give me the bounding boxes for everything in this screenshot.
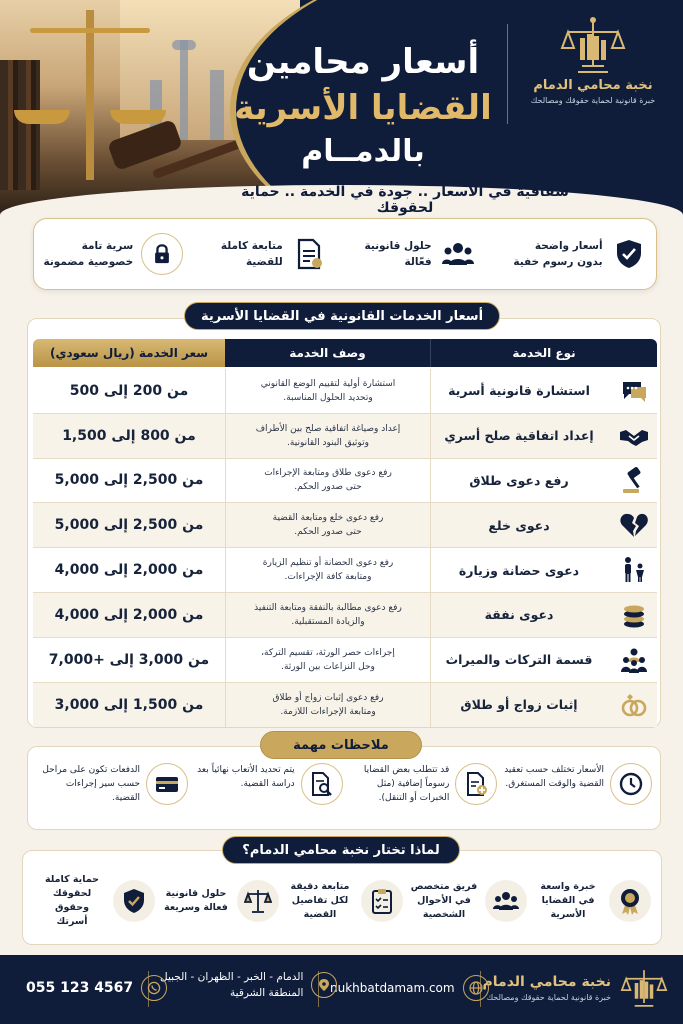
service-name: إثبات زواج أو طلاق (460, 697, 578, 713)
handshake-icon (617, 419, 651, 453)
shield-check-icon (611, 236, 647, 272)
team-icon (440, 236, 476, 272)
note-item (502, 763, 652, 805)
service-description: إعداد وصياغة اتفاقية صلح بين الأطراف وتوثيق البنود القانونية. (225, 414, 431, 458)
why-text: حماية كاملة لحقوقك وحقوق أسرتك (44, 874, 100, 927)
note-item (347, 763, 497, 805)
globe-icon (463, 975, 489, 1001)
footer-brand-name: نخبة محامي الدمام (482, 974, 611, 990)
website-text: nukhbatdamam.com (330, 981, 455, 995)
service-price: من 2,000 إلى 4,000 (54, 606, 204, 623)
why-text: متابعة دقيقة لكل تفاصيل القضية (290, 881, 350, 920)
service-description: رفع دعوى خلع ومتابعة القضية حتى صدور الحكم. (225, 503, 431, 547)
footer-logo (483, 963, 669, 1013)
clock-icon (610, 763, 652, 805)
family-icon (617, 553, 651, 587)
title-line-2: القضايا الأسرية (234, 88, 492, 128)
service-description: رفع دعوى إثبات زواج أو طلاق ومتابعة الإجراءات اللازمة. (225, 683, 431, 728)
price-table (27, 318, 661, 728)
service-price: من 2,500 إلى 5,000 (54, 472, 204, 489)
table-row (33, 593, 657, 638)
feature-effective-solutions (364, 236, 475, 272)
clipboard-icon (361, 880, 403, 922)
scales-logo-icon (558, 14, 628, 76)
feature-label: متابعة كاملة للقضية (220, 240, 283, 268)
location-text: الدمام - الخبر - الظهران - الجبيل المنطقة الشرقية (160, 971, 304, 999)
service-name: إعداد اتفاقية صلح أسري (444, 428, 594, 444)
gavel-icon (617, 463, 651, 497)
why-item (409, 880, 527, 922)
broken-heart-icon (617, 508, 651, 542)
hero-subtitle: شفافية في الأسعار .. جودة في الخدمة .. حماية لحقوقك (241, 184, 569, 216)
table-header (33, 339, 657, 367)
footer-brand-tagline: خبرة قانونية لحماية حقوقك ومصالحك (486, 993, 611, 1002)
why-item (285, 880, 403, 922)
service-name: رفع دعوى طلاق (469, 472, 569, 488)
service-name: دعوى حضانة وزيارة (458, 562, 580, 578)
footer (0, 955, 683, 1024)
credit-card-icon (146, 763, 188, 805)
coins-icon (617, 598, 651, 632)
rings-icon (617, 688, 651, 722)
team-icon (485, 880, 527, 922)
service-description: رفع دعوى مطالبة بالنفقة ومتابعة التنفيذ والزيادة المستقبلية. (225, 593, 431, 637)
table-row (33, 503, 657, 548)
note-item (193, 763, 343, 805)
feature-confidentiality (43, 233, 183, 275)
hero-banner (0, 0, 683, 215)
table-row (33, 369, 657, 414)
document-plus-icon (455, 763, 497, 805)
feature-clear-prices (513, 236, 646, 272)
why-text: فريق متخصص في الأحوال الشخصية (410, 881, 478, 920)
table-row (33, 638, 657, 683)
features-bar (33, 218, 657, 290)
feature-label: حلول قانونية فعّالة (364, 240, 432, 268)
footer-website[interactable] (330, 975, 489, 1001)
service-price: من 200 إلى 500 (69, 382, 189, 399)
document-search-icon (301, 763, 343, 805)
brand-logo (513, 14, 673, 105)
footer-phone[interactable] (26, 975, 167, 1001)
service-description: استشارة أولية لتقييم الوضع القانوني وتحديد الحلول المناسبة. (225, 369, 431, 413)
medal-icon (609, 880, 651, 922)
service-price: من 2,500 إلى 5,000 (54, 517, 204, 534)
note-text: الدفعات تكون على مراحل حسب سير إجراءات القضية. (42, 765, 141, 803)
service-price: من 800 إلى 1,500 (62, 427, 196, 444)
note-text: قد تتطلب بعض القضايا رسوماً إضافية (مثل الخبرات أو التنقل). (363, 765, 450, 803)
table-title: أسعار الخدمات القانونية في القضايا الأسرية (184, 302, 500, 330)
table-row (33, 683, 657, 728)
phone-text: 055 123 4567 (26, 980, 134, 996)
note-text: يتم تحديد الأتعاب نهائياً بعد دراسة القضية. (197, 765, 295, 789)
page-title (218, 40, 508, 172)
document-icon (291, 236, 327, 272)
feature-label: سرية تامة خصوصية مضمونة (43, 240, 134, 268)
why-us-panel (22, 850, 662, 945)
shield-check-icon (113, 880, 155, 922)
whatsapp-icon (141, 975, 167, 1001)
why-item (161, 880, 279, 922)
service-name: دعوى خلع (488, 517, 550, 533)
scales-icon (237, 880, 279, 922)
service-description: رفع دعوى طلاق ومتابعة الإجراءات حتى صدور الحكم. (225, 459, 431, 503)
service-price: من 1,500 إلى 3,000 (54, 696, 204, 713)
why-text: خبرة واسعة في القضايا الأسرية (540, 881, 596, 920)
heirs-icon (617, 643, 651, 677)
table-row (33, 548, 657, 593)
service-name: قسمة التركات والميراث (445, 652, 593, 668)
title-line-3: بالدمــام (301, 134, 425, 169)
header-service-price: سعر الخدمة (ريال سعودي) (33, 339, 225, 367)
feature-label: أسعار واضحة بدون رسوم خفية (513, 240, 603, 268)
chat-icon (617, 374, 651, 408)
scales-logo-icon (619, 963, 669, 1013)
header-service-description: وصف الخدمة (225, 339, 431, 367)
why-item (37, 873, 155, 929)
title-line-1: أسعار محامين (246, 42, 480, 82)
service-price: من 3,000 إلى +7,000 (48, 651, 210, 668)
lock-icon (141, 233, 183, 275)
table-row (33, 459, 657, 504)
service-description: إجراءات حصر الورثة، تقسيم التركة، وحل النزاعات بين الورثة. (225, 638, 431, 682)
footer-location (160, 969, 337, 1001)
notes-title: ملاحظات مهمة (260, 731, 422, 759)
header-service-type: نوع الخدمة (431, 339, 657, 367)
brand-tagline: خبرة قانونية لحماية حقوقك ومصالحك (530, 96, 656, 105)
why-item (533, 880, 651, 922)
service-name: استشارة قانونية أسرية (448, 383, 590, 399)
service-description: رفع دعوى الحضانة أو تنظيم الزيارة ومتابعة كافة الإجراءات. (225, 548, 431, 592)
note-item (38, 763, 188, 805)
feature-full-followup (221, 236, 327, 272)
why-title: لماذا تختار نخبة محامي الدمام؟ (222, 836, 460, 864)
note-text: الأسعار تختلف حسب تعقيد القضية والوقت المستغرق. (504, 765, 604, 789)
service-name: دعوى نفقة (484, 607, 554, 623)
brand-name: نخبة محامي الدمام (533, 78, 653, 93)
table-body (33, 369, 657, 727)
location-pin-icon (311, 972, 337, 998)
table-row (33, 414, 657, 459)
why-text: حلول قانونية فعالة وسريعة (164, 888, 228, 913)
service-price: من 2,000 إلى 4,000 (54, 562, 204, 579)
